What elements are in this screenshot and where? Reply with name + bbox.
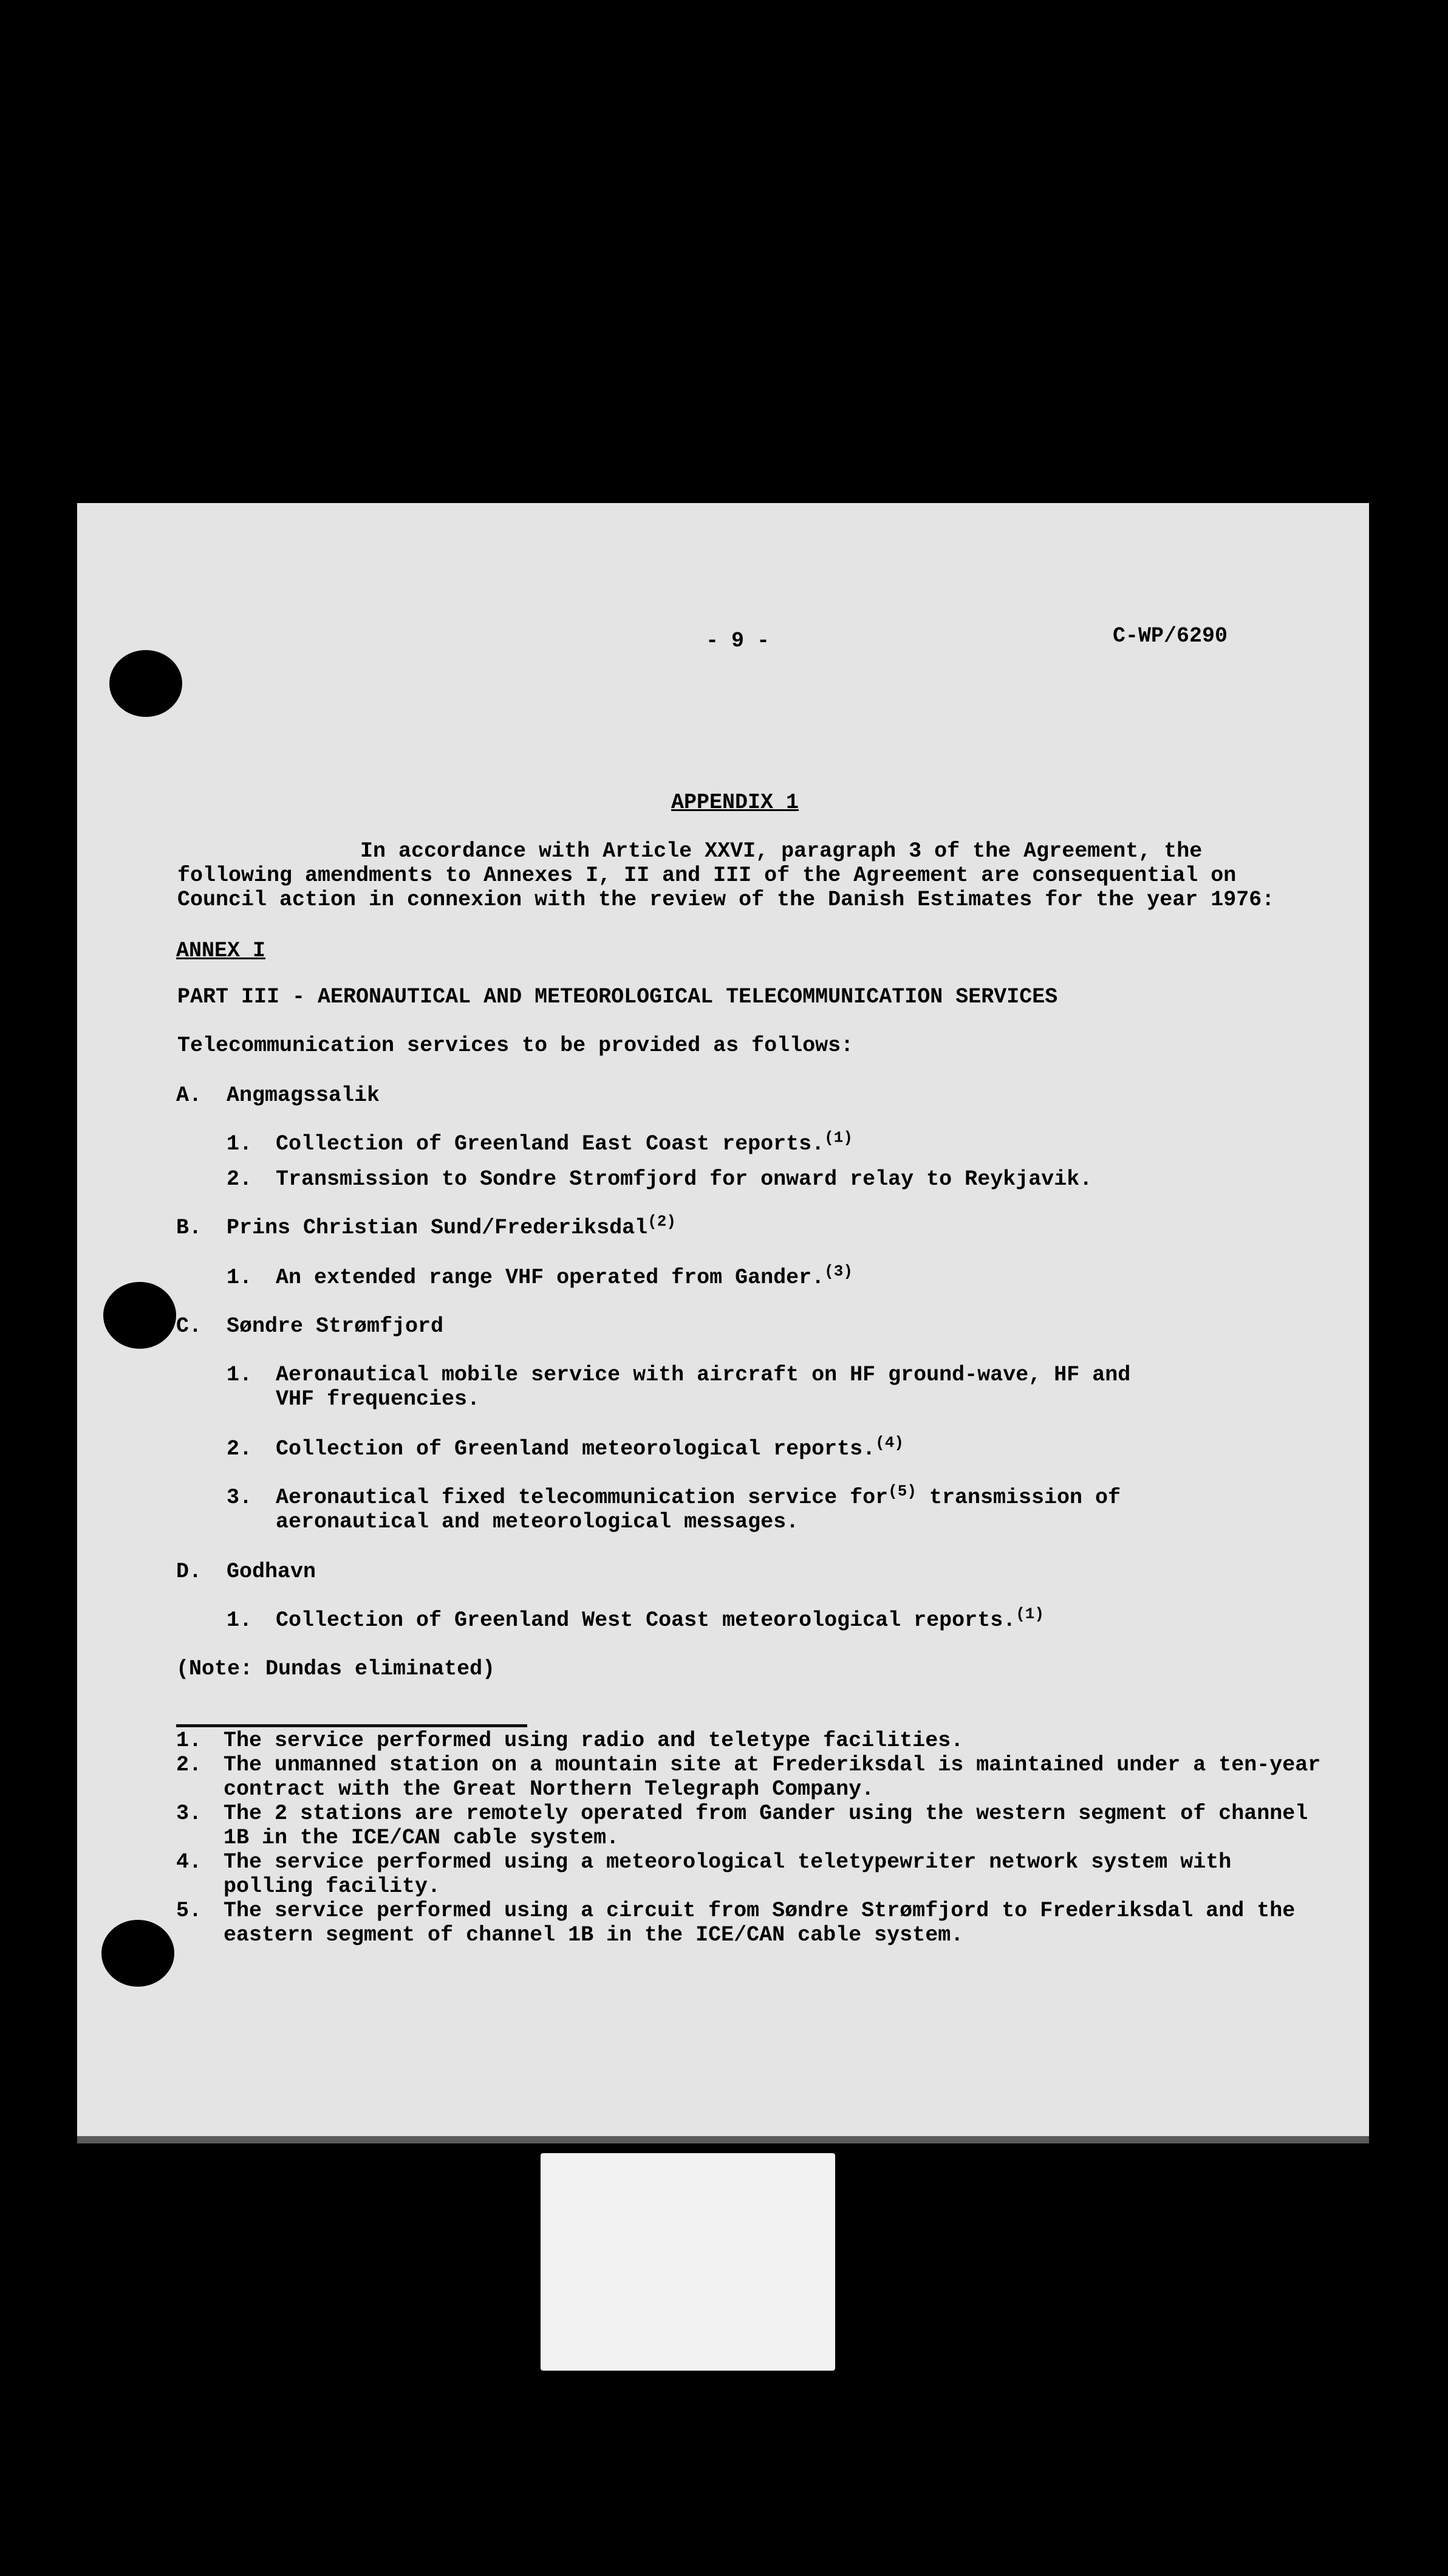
intro-line: In accordance with Article XXVI, paragraph 3 of the Agreement, the: [360, 839, 1203, 863]
services-intro: Telecommunication services to be provided as follows:: [177, 1033, 854, 1058]
footnote-continuation: polling facility.: [224, 1874, 441, 1899]
note: (Note: Dundas eliminated): [176, 1657, 496, 1681]
item-number: 1.: [227, 1363, 253, 1387]
page-number: - 9 -: [706, 629, 770, 653]
list-item-continuation: VHF frequencies.: [276, 1387, 480, 1411]
footnote: 1. The service performed using radio and teletype facilities.: [176, 1728, 964, 1753]
intro-line: following amendments to Annexes I, II and III of the Agreement are consequential on: [177, 863, 1237, 888]
punch-hole: [103, 1282, 176, 1349]
punch-hole: [109, 650, 182, 717]
section-letter: D.: [176, 1560, 202, 1584]
footnote-continuation: 1B in the ICE/CAN cable system.: [224, 1826, 620, 1850]
intro-line: Council action in connexion with the review of the Danish Estimates for the year 1976:: [177, 888, 1275, 912]
list-item: Collection of Greenland meteorological reports.$^{(4)}$: [276, 1433, 904, 1461]
footnote: 3. The 2 stations are remotely operated from Gander using the western segment of channel: [176, 1801, 1308, 1826]
footnote: 4. The service performed using a meteorological teletypewriter network system with: [176, 1850, 1232, 1874]
list-item: Transmission to Sondre Stromfjord for onward relay to Reykjavik.: [276, 1167, 1093, 1191]
item-number: 1.: [227, 1266, 253, 1290]
footnote-continuation: contract with the Great Northern Telegraph Company.: [224, 1777, 875, 1801]
list-item-continuation: aeronautical and meteorological messages.: [276, 1510, 799, 1534]
item-number: 1.: [227, 1132, 253, 1156]
item-number: 2.: [227, 1167, 253, 1191]
document-reference: C-WP/6290: [1113, 624, 1228, 648]
list-item: Aeronautical mobile service with aircraft on HF ground-wave, HF and: [276, 1363, 1131, 1387]
punch-hole: [101, 1920, 174, 1987]
section-title: Søndre Strømfjord: [227, 1314, 444, 1338]
section-letter: C.: [176, 1314, 202, 1338]
item-number: 3.: [227, 1485, 253, 1510]
footnote: 2. The unmanned station on a mountain site at Frederiksdal is maintained under a ten-year: [176, 1753, 1321, 1777]
footnote: 5. The service performed using a circuit from Søndre Strømfjord to Frederiksdal and the: [176, 1899, 1296, 1923]
list-item: Collection of Greenland West Coast meteorological reports.$^{(1)}$: [276, 1605, 1045, 1632]
section-title: Godhavn: [227, 1560, 316, 1584]
footnote-rule: [176, 1724, 527, 1727]
item-number: 1.: [227, 1608, 253, 1632]
appendix-title: APPENDIX 1: [671, 790, 799, 815]
section-title: Angmagssalik: [227, 1083, 380, 1108]
annex-title: ANNEX I: [176, 939, 266, 963]
blank-slip: [541, 2153, 835, 2371]
list-item: Aeronautical fixed telecommunication service for$^{(5)}$ transmission of: [276, 1482, 1121, 1510]
section-letter: B.: [176, 1216, 202, 1240]
list-item: Collection of Greenland East Coast reports.$^{(1)}$: [276, 1128, 853, 1156]
item-number: 2.: [227, 1437, 253, 1461]
section-title: Prins Christian Sund/Frederiksdal$^{(2)}$: [227, 1212, 676, 1240]
section-letter: A.: [176, 1083, 202, 1108]
list-item: An extended range VHF operated from Gander.$^{(3)}$: [276, 1262, 853, 1290]
footnote-continuation: eastern segment of channel 1B in the ICE/CAN cable system.: [224, 1923, 964, 1947]
part-title: PART III - AERONAUTICAL AND METEOROLOGICAL TELECOMMUNICATION SERVICES: [177, 985, 1058, 1009]
